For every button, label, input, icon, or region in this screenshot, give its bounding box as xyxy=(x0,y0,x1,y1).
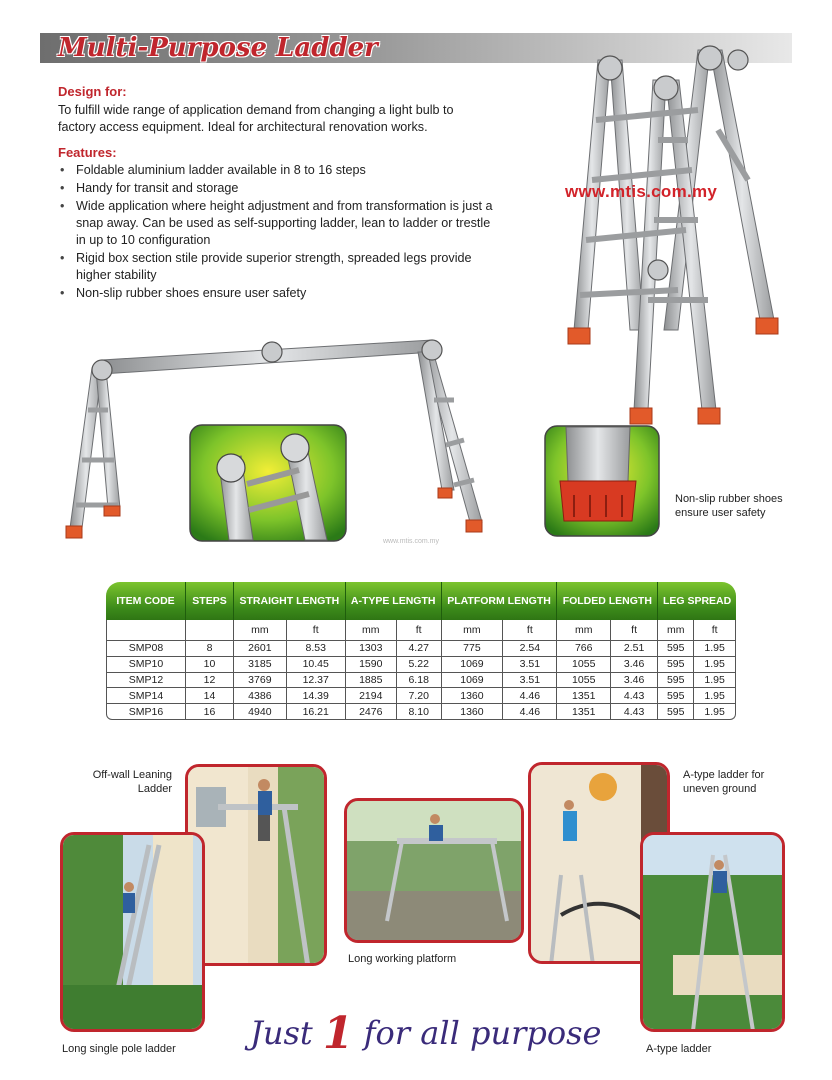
unit-cell: ft xyxy=(287,620,346,641)
table-cell: SMP10 xyxy=(106,657,186,673)
unit-cell: ft xyxy=(503,620,557,641)
spec-table-container xyxy=(106,582,736,720)
photo-single-pole-ladder xyxy=(60,832,205,1032)
unit-cell: mm xyxy=(658,620,694,641)
table-row xyxy=(106,673,736,689)
units-row xyxy=(106,620,736,641)
table-row xyxy=(106,641,736,657)
table-cell: 766 xyxy=(557,641,611,657)
unit-cell: mm xyxy=(346,620,397,641)
table-cell: 1.95 xyxy=(694,641,736,657)
table-cell: 3.51 xyxy=(503,657,557,673)
table-cell: 4.46 xyxy=(503,688,557,704)
table-cell: 1055 xyxy=(557,673,611,689)
table-cell: 1351 xyxy=(557,688,611,704)
caption-off-wall: Off-wall Leaning Ladder xyxy=(92,769,172,795)
table-cell: 16.21 xyxy=(287,704,346,720)
table-cell: 3185 xyxy=(234,657,287,673)
photo-working-platform xyxy=(344,798,524,943)
table-cell: 1069 xyxy=(442,673,504,689)
table-cell: 4940 xyxy=(234,704,287,720)
table-cell: 2476 xyxy=(346,704,397,720)
col-header-item-code: ITEM CODE xyxy=(106,582,186,620)
table-cell: 4.27 xyxy=(397,641,442,657)
col-header-leg-spread: LEG SPREAD xyxy=(658,582,736,620)
table-cell: 4.43 xyxy=(611,688,658,704)
design-heading: Design for: xyxy=(58,84,127,99)
table-cell: 1885 xyxy=(346,673,397,689)
website-url: www.mtis.com.my xyxy=(565,182,718,201)
design-text: To fulfill wide range of application demand from changing a light bulb to factory access equipment. Ideal for architectural renovation works. xyxy=(58,103,454,134)
a-type-photo-graphic xyxy=(643,835,785,1032)
table-cell: 3.51 xyxy=(503,673,557,689)
table-cell: SMP16 xyxy=(106,704,186,720)
off-wall-photo-graphic xyxy=(188,767,327,966)
table-cell: 4.46 xyxy=(503,704,557,720)
table-cell: 8.53 xyxy=(287,641,346,657)
table-cell: 1.95 xyxy=(694,688,736,704)
table-cell: 1360 xyxy=(442,688,504,704)
table-row xyxy=(106,657,736,673)
unit-cell: ft xyxy=(611,620,658,641)
table-cell: 2601 xyxy=(234,641,287,657)
features-heading: Features: xyxy=(58,145,117,160)
caption-platform: Long working platform xyxy=(348,953,457,965)
a-frame-ladder-image xyxy=(548,30,798,430)
rubber-shoe-image xyxy=(544,425,660,537)
hinge-closeup-image xyxy=(189,424,347,542)
slogan-before: Just xyxy=(250,1014,313,1052)
table-cell: 5.22 xyxy=(397,657,442,673)
feature-item: • Non-slip rubber shoes ensure user safety xyxy=(58,285,498,302)
table-cell: 2.54 xyxy=(503,641,557,657)
watermark-text: www.mtis.com.my xyxy=(383,538,439,545)
table-cell: 595 xyxy=(658,704,694,720)
unit-cell: mm xyxy=(234,620,287,641)
table-cell: 775 xyxy=(442,641,504,657)
table-cell: 16 xyxy=(186,704,234,720)
table-cell: 595 xyxy=(658,673,694,689)
unit-cell: ft xyxy=(694,620,736,641)
table-cell: SMP08 xyxy=(106,641,186,657)
caption-uneven: A-type ladder for uneven ground xyxy=(683,769,765,795)
table-cell: 12 xyxy=(186,673,234,689)
table-cell: 8 xyxy=(186,641,234,657)
table-cell: 1.95 xyxy=(694,657,736,673)
col-header-straight-length: STRAIGHT LENGTH xyxy=(234,582,346,620)
feature-item: • Wide application where height adjustment and from transformation is just a snap away. Can be used as self-supporting ladder, lean to ladder or trestle in up to 10 configuration xyxy=(58,198,498,249)
table-cell: 4386 xyxy=(234,688,287,704)
features-list xyxy=(58,162,498,303)
table-cell: 1069 xyxy=(442,657,504,673)
table-cell: 1.95 xyxy=(694,704,736,720)
table-cell: SMP14 xyxy=(106,688,186,704)
table-cell: 6.18 xyxy=(397,673,442,689)
page-title: Multi-Purpose Ladder xyxy=(58,33,378,63)
table-cell: 1360 xyxy=(442,704,504,720)
table-cell: 10 xyxy=(186,657,234,673)
feature-item: • Rigid box section stile provide superior strength, spreaded legs provide higher stability xyxy=(58,250,498,284)
slogan-after: for all purpose xyxy=(363,1014,602,1052)
feature-item: • Foldable aluminium ladder available in 8 to 16 steps xyxy=(58,162,498,179)
caption-single-pole: Long single pole ladder xyxy=(62,1043,176,1055)
spec-table xyxy=(106,582,736,720)
photo-a-type-ladder xyxy=(640,832,785,1032)
table-cell: 10.45 xyxy=(287,657,346,673)
single-pole-photo-graphic xyxy=(63,835,205,1032)
slogan-number: 1 xyxy=(322,1008,354,1059)
unit-cell: mm xyxy=(442,620,504,641)
col-header-a-type-length: A-TYPE LENGTH xyxy=(346,582,442,620)
photo-off-wall-ladder xyxy=(185,764,327,966)
table-cell: 1351 xyxy=(557,704,611,720)
table-row xyxy=(106,688,736,704)
table-cell: 1055 xyxy=(557,657,611,673)
unit-cell: ft xyxy=(397,620,442,641)
col-header-steps: STEPS xyxy=(186,582,234,620)
table-cell: 14.39 xyxy=(287,688,346,704)
table-cell: 1590 xyxy=(346,657,397,673)
table-cell: 3769 xyxy=(234,673,287,689)
table-row xyxy=(106,704,736,720)
table-cell: 1.95 xyxy=(694,673,736,689)
shoe-caption: Non-slip rubber shoes ensure user safety xyxy=(675,493,783,519)
table-cell: 8.10 xyxy=(397,704,442,720)
table-cell: 1303 xyxy=(346,641,397,657)
table-cell: 7.20 xyxy=(397,688,442,704)
table-cell: 2194 xyxy=(346,688,397,704)
table-cell: 3.46 xyxy=(611,657,658,673)
feature-item: • Handy for transit and storage xyxy=(58,180,498,197)
table-cell: SMP12 xyxy=(106,673,186,689)
col-header-folded-length: FOLDED LENGTH xyxy=(557,582,658,620)
table-cell: 12.37 xyxy=(287,673,346,689)
table-cell: 595 xyxy=(658,657,694,673)
caption-a-type: A-type ladder xyxy=(646,1043,712,1055)
table-cell: 595 xyxy=(658,688,694,704)
table-cell: 4.43 xyxy=(611,704,658,720)
unit-cell: mm xyxy=(557,620,611,641)
slogan xyxy=(250,1008,601,1059)
platform-photo-graphic xyxy=(347,801,524,943)
table-cell: 3.46 xyxy=(611,673,658,689)
table-cell: 2.51 xyxy=(611,641,658,657)
table-cell: 14 xyxy=(186,688,234,704)
table-cell: 595 xyxy=(658,641,694,657)
col-header-platform-length: PLATFORM LENGTH xyxy=(442,582,558,620)
